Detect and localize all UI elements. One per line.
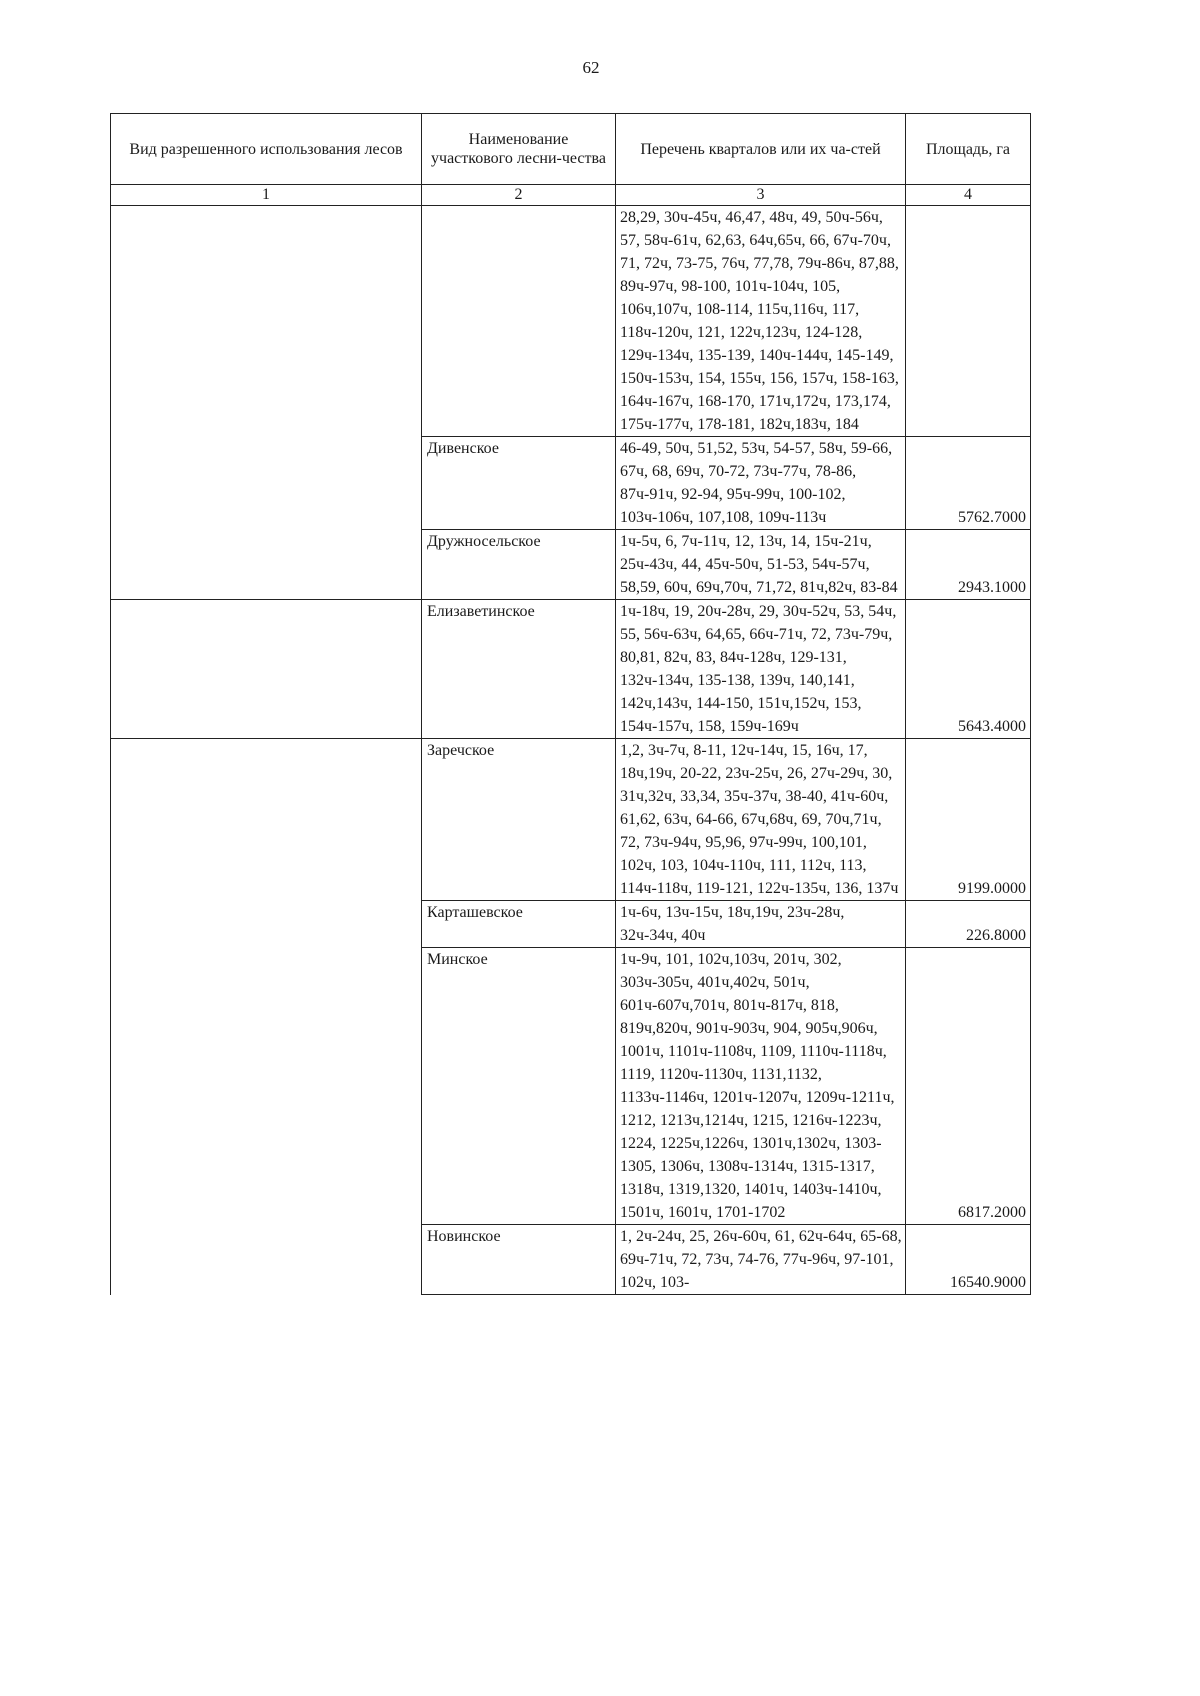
table-row <box>111 206 1031 437</box>
column-number: 1 <box>111 185 422 206</box>
area-cell: 5643.4000 <box>906 600 1031 739</box>
column-number: 4 <box>906 185 1031 206</box>
header-area: Площадь, га <box>906 114 1031 185</box>
header-forestry-name: Наименование участкового лесни-чества <box>422 114 616 185</box>
column-number-row <box>111 185 1031 206</box>
forestry-name-cell: Дивенское <box>422 437 616 530</box>
table-row <box>111 739 1031 901</box>
quarters-cell: 1ч-18ч, 19, 20ч-28ч, 29, 30ч-52ч, 53, 54ч, 55, 56ч-63ч, 64,65, 66ч-71ч, 72, 73ч-79ч, 80,81, 82ч, 83, 84ч-128ч, 129-131, 132ч-134ч, 135-138, 139ч, 140,141, 142ч,143ч, 144-150, 151ч,152ч, 153, 154ч-157ч, 158, 159ч-169ч <box>616 600 906 739</box>
area-cell: 5762.7000 <box>906 437 1031 530</box>
area-cell: 9199.0000 <box>906 739 1031 901</box>
page-number: 62 <box>582 58 600 77</box>
quarters-cell: 1,2, 3ч-7ч, 8-11, 12ч-14ч, 15, 16ч, 17, 18ч,19ч, 20-22, 23ч-25ч, 26, 27ч-29ч, 30, 31ч,32ч, 33,34, 35ч-37ч, 38-40, 41ч-60ч, 61,62, 63ч, 64-66, 67ч,68ч, 69, 70ч,71ч, 72, 73ч-94ч, 95,96, 97ч-99ч, 100,101, 102ч, 103, 104ч-110ч, 111, 112ч, 113, 114ч-118ч, 119-121, 122ч-135ч, 136, 137ч <box>616 739 906 901</box>
quarters-cell: 1ч-5ч, 6, 7ч-11ч, 12, 13ч, 14, 15ч-21ч, 25ч-43ч, 44, 45ч-50ч, 51-53, 54ч-57ч, 58,59, 60ч, 69ч,70ч, 71,72, 81ч,82ч, 83-84 <box>616 530 906 600</box>
use-type-cell <box>111 739 422 1295</box>
forestry-name-cell: Заречское <box>422 739 616 901</box>
area-cell: 226.8000 <box>906 901 1031 948</box>
table-row <box>111 600 1031 739</box>
table-header-row <box>111 114 1031 185</box>
quarters-cell: 28,29, 30ч-45ч, 46,47, 48ч, 49, 50ч-56ч, 57, 58ч-61ч, 62,63, 64ч,65ч, 66, 67ч-70ч, 71, 72ч, 73-75, 76ч, 77,78, 79ч-86ч, 87,88, 89ч-97ч, 98-100, 101ч-104ч, 105, 106ч,107ч, 108-114, 115ч,116ч, 117, 118ч-120ч, 121, 122ч,123ч, 124-128, 129ч-134ч, 135-139, 140ч-144ч, 145-149, 150ч-153ч, 154, 155ч, 156, 157ч, 158-163, 164ч-167ч, 168-170, 171ч,172ч, 173,174, 175ч-177ч, 178-181, 182ч,183ч, 184 <box>616 206 906 437</box>
forestry-name-cell: Новинское <box>422 1225 616 1295</box>
forestry-name-cell: Елизаветинское <box>422 600 616 739</box>
use-type-cell <box>111 600 422 739</box>
column-number: 3 <box>616 185 906 206</box>
area-cell: 16540.9000 <box>906 1225 1031 1295</box>
use-type-cell <box>111 206 422 600</box>
forestry-name-cell: Минское <box>422 948 616 1225</box>
area-cell: 6817.2000 <box>906 948 1031 1225</box>
quarters-cell: 1, 2ч-24ч, 25, 26ч-60ч, 61, 62ч-64ч, 65-68, 69ч-71ч, 72, 73ч, 74-76, 77ч-96ч, 97-101, 102ч, 103- <box>616 1225 906 1295</box>
quarters-cell: 46-49, 50ч, 51,52, 53ч, 54-57, 58ч, 59-66, 67ч, 68, 69ч, 70-72, 73ч-77ч, 78-86, 87ч-91ч, 92-94, 95ч-99ч, 100-102, 103ч-106ч, 107,108, 109ч-113ч <box>616 437 906 530</box>
column-number: 2 <box>422 185 616 206</box>
forest-use-table <box>110 113 1031 1295</box>
header-quarters-list: Перечень кварталов или их ча-стей <box>616 114 906 185</box>
forestry-name-cell <box>422 206 616 437</box>
forestry-name-cell: Карташевское <box>422 901 616 948</box>
area-cell: 2943.1000 <box>906 530 1031 600</box>
quarters-cell: 1ч-9ч, 101, 102ч,103ч, 201ч, 302, 303ч-305ч, 401ч,402ч, 501ч, 601ч-607ч,701ч, 801ч-817ч, 818, 819ч,820ч, 901ч-903ч, 904, 905ч,906ч, 1001ч, 1101ч-1108ч, 1109, 1110ч-1118ч, 1119, 1120ч-1130ч, 1131,1132, 1133ч-1146ч, 1201ч-1207ч, 1209ч-1211ч, 1212, 1213ч,1214ч, 1215, 1216ч-1223ч, 1224, 1225ч,1226ч, 1301ч,1302ч, 1303-1305, 1306ч, 1308ч-1314ч, 1315-1317, 1318ч, 1319,1320, 1401ч, 1403ч-1410ч, 1501ч, 1601ч, 1701-1702 <box>616 948 906 1225</box>
quarters-cell: 1ч-6ч, 13ч-15ч, 18ч,19ч, 23ч-28ч, 32ч-34ч, 40ч <box>616 901 906 948</box>
header-use-type: Вид разрешенного использования лесов <box>111 114 422 185</box>
area-cell <box>906 206 1031 437</box>
forestry-name-cell: Дружносельское <box>422 530 616 600</box>
